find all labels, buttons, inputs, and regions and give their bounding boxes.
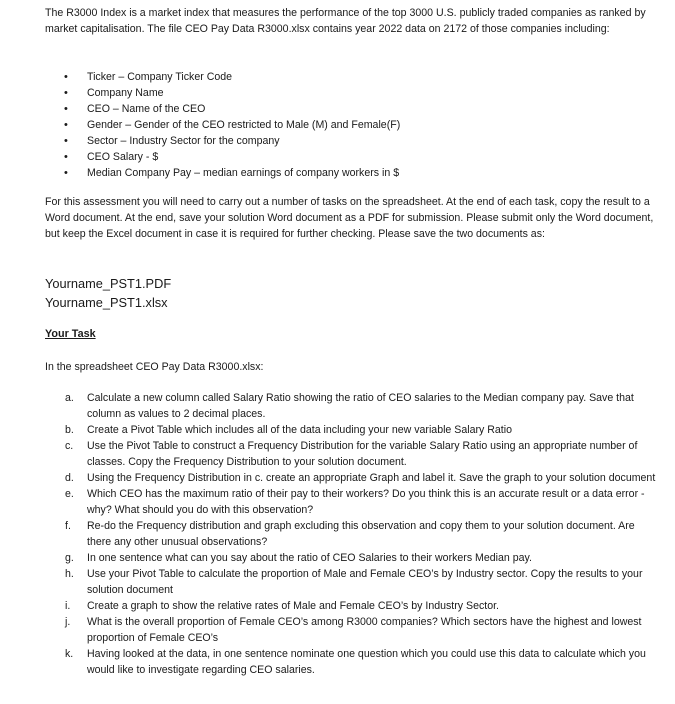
task-item bbox=[62, 566, 658, 598]
intro-paragraph: The R3000 Index is a market index that measures the performance of the top 3000 U.S. publicly traded companies as ranked by market capitalisation. The file CEO Pay Data R3000.xlsx contains year 2022 data on 2172 of those companies including: bbox=[45, 7, 646, 35]
task-lead: In the spreadsheet CEO Pay Data R3000.xlsx: bbox=[45, 361, 264, 373]
task-heading: Your Task bbox=[45, 328, 96, 340]
task-text: Using the Frequency Distribution in c. create an appropriate Graph and label it. Save the graph to your solution document bbox=[87, 472, 656, 484]
task-item bbox=[62, 550, 658, 566]
task-text: What is the overall proportion of Female CEO’s among R3000 companies? Which sectors have the highest and lowest proportion of Female CEO’s bbox=[87, 616, 642, 644]
task-text: Which CEO has the maximum ratio of their pay to their workers? Do you think this is an accurate result or a data error - why? What should you do with this observation? bbox=[87, 488, 645, 516]
task-text: Create a Pivot Table which includes all of the data including your new variable Salary Ratio bbox=[87, 424, 512, 436]
task-text: In one sentence what can you say about the ratio of CEO Salaries to their workers Median pay. bbox=[87, 552, 532, 564]
task-item bbox=[62, 470, 658, 486]
task-list bbox=[62, 390, 658, 678]
task-text: Create a graph to show the relative rates of Male and Female CEO’s by Industry Sector. bbox=[87, 600, 499, 612]
task-marker: j. bbox=[65, 616, 71, 628]
task-marker: a. bbox=[65, 392, 74, 404]
task-text: Re-do the Frequency distribution and graph excluding this observation and copy them to your solution document. Are there any other unusual observations? bbox=[87, 520, 635, 548]
task-item bbox=[62, 486, 658, 518]
task-marker: d. bbox=[65, 472, 74, 484]
field-item: • CEO – Name of the CEO bbox=[62, 101, 642, 117]
field-list bbox=[62, 69, 642, 181]
task-text: Use your Pivot Table to calculate the proportion of Male and Female CEO’s by Industry sector. Copy the results to your solution document bbox=[87, 568, 643, 596]
task-marker: i. bbox=[65, 600, 71, 612]
task-item bbox=[62, 614, 658, 646]
task-text: Use the Pivot Table to construct a Frequency Distribution for the variable Salary Ratio using an appropriate number of classes. Copy the Frequency Distribution to your solution document. bbox=[87, 440, 638, 468]
field-item: • CEO Salary - $ bbox=[62, 149, 642, 165]
file-names bbox=[45, 274, 171, 312]
field-item: • Sector – Industry Sector for the company bbox=[62, 133, 642, 149]
instructions-paragraph: For this assessment you will need to carry out a number of tasks on the spreadsheet. At the end of each task, copy the result to a Word document. At the end, save your solution Word document as a PDF for submission. Please submit only the Word document, but keep the Excel document in case it is required for further checking. Please save the two documents as: bbox=[45, 196, 654, 240]
file-name-pdf: Yourname_PST1.PDF bbox=[45, 276, 172, 291]
task-item bbox=[62, 438, 658, 470]
field-item: • Gender – Gender of the CEO restricted to Male (M) and Female(F) bbox=[62, 117, 642, 133]
field-item: • Company Name bbox=[62, 85, 642, 101]
task-marker: g. bbox=[65, 552, 74, 564]
task-marker: k. bbox=[65, 648, 74, 660]
task-marker: b. bbox=[65, 424, 74, 436]
task-marker: f. bbox=[65, 520, 71, 532]
task-text: Having looked at the data, in one sentence nominate one question which you could use this data to calculate which you would like to investigate regarding CEO salaries. bbox=[87, 648, 646, 676]
task-item bbox=[62, 598, 658, 614]
task-marker: h. bbox=[65, 568, 74, 580]
field-item: • Ticker – Company Ticker Code bbox=[62, 69, 642, 85]
task-marker: c. bbox=[65, 440, 74, 452]
task-item bbox=[62, 518, 658, 550]
file-name-xlsx: Yourname_PST1.xlsx bbox=[45, 295, 168, 310]
task-item bbox=[62, 646, 658, 678]
task-item bbox=[62, 390, 658, 422]
task-item bbox=[62, 422, 658, 438]
task-text: Calculate a new column called Salary Ratio showing the ratio of CEO salaries to the Median company pay. Save that column as values to 2 decimal places. bbox=[87, 392, 634, 420]
task-marker: e. bbox=[65, 488, 74, 500]
field-item: • Median Company Pay – median earnings of company workers in $ bbox=[62, 165, 642, 181]
